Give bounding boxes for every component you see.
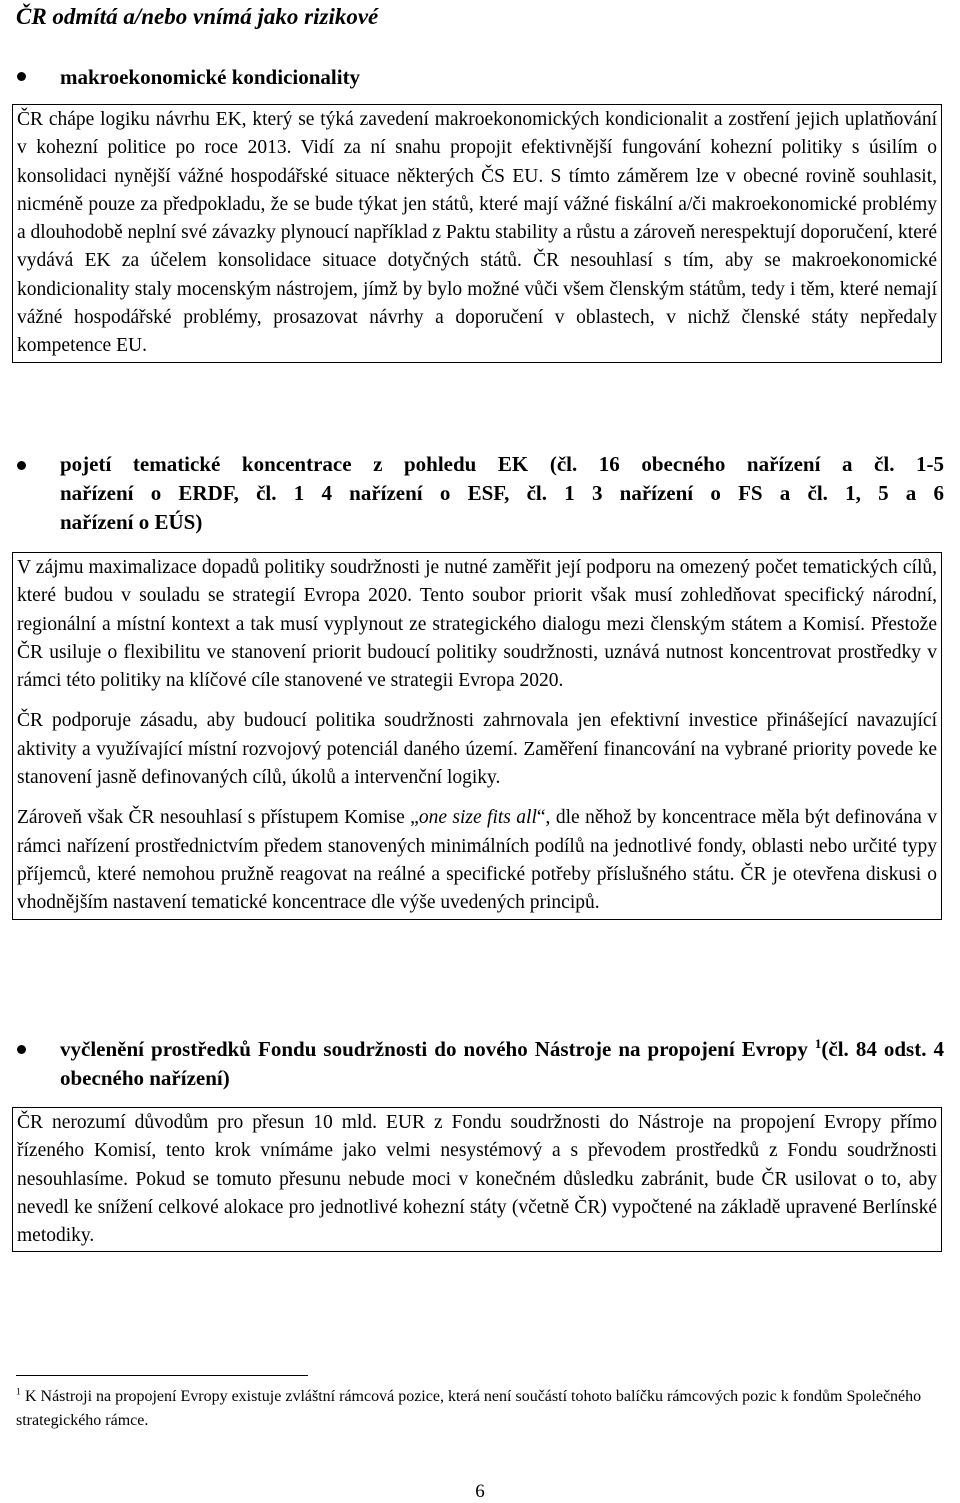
- section-3-box: [12, 1107, 942, 1252]
- section-2-paragraph-1: V zájmu maximalizace dopadů politiky soudržnosti je nutné zaměřit její podporu na omezený počet tematických cílů, které budou v souladu se strategií Evropa 2020. Tento soubor priorit však musí zohledňovat specifický národní, regionální a místní kontext a tak musí vyplynout ze strategického dialogu mezi členským státem a Komisí. Přestože ČR usiluje o flexibilitu ve stanovení priorit budoucí politiky soudržnosti, uznává nutnost koncentrovat prostředky v rámci této politiky na klíčové cíle stanovené ve strategii Evropa 2020.: [17, 557, 937, 692]
- section-2-box: [12, 552, 942, 920]
- section-2-title-line-1: pojetí tematické koncentrace z pohledu EK (čl. 16 obecného nařízení a čl. 1-5: [60, 452, 944, 476]
- bullet-icon: [17, 461, 26, 470]
- section-2-title-line-2: nařízení o ERDF, čl. 1 4 nařízení o ESF, čl. 1 3 nařízení o FS a čl. 1, 5 a 6: [60, 481, 944, 505]
- section-3-title-text: vyčlenění prostředků Fondu soudržnosti do nového Nástroje na propojení Evropy: [60, 1037, 815, 1061]
- bullet-icon: [17, 1045, 26, 1054]
- footnote-divider: [16, 1375, 308, 1376]
- section-2-title-line-3: nařízení o EÚS): [60, 510, 203, 534]
- text-run: “, dle něhož by koncentrace měla být definována v rámci nařízení prostřednictvím předem stanovených minimálních podílů na jednotlivé fondy, oblasti nebo určité typy příjemců, které nemohou pružně reagovat na reálné a specifické potřeby příslušného státu. ČR je otevřena diskusi o vhodnějším nastavení tematické koncentrace dle výše uvedených principů.: [17, 807, 937, 914]
- footnote-ref[interactable]: 1: [814, 1036, 822, 1051]
- bullet-icon: [17, 72, 26, 81]
- section-2-paragraph-2: ČR podporuje zásadu, aby budoucí politika soudržnosti zahrnovala jen efektivní investice přinášející navazující aktivity a využívající místní rozvojový potenciál daného území. Zaměření financování na vybrané priority povede ke stanovení jasně definovaných cílů, úkolů a intervenční logiky.: [17, 710, 937, 789]
- section-2-title: [60, 450, 944, 537]
- section-1-paragraph: ČR chápe logiku návrhu EK, který se týká zavedení makroekonomických kondicionalit a zostření jejich uplatňování v kohezní politice po roce 2013. Vidí za ní snahu propojit efektivnější fungování kohezní politiky s úsilím o konsolidaci nynější vážné hospodářské situace některých ČS EU. S tímto záměrem lze v obecné rovině souhlasit, nicméně pouze za předpokladu, že se bude týkat jen států, které mají vážné fiskální a/či makroekonomické problémy a dlouhodobě neplní své závazky plynoucí například z Paktu stability a růstu a zároveň nerespektují doporučení, které vydává EK za účelem konsolidace situace dotyčných států. ČR nesouhlasí s tím, aby se makroekonomické kondicionality staly mocenským nástrojem, jímž by bylo možné vůči všem členským státům, tedy i těm, které nemají vážné hospodářské problémy, prosazovat návrhy a doporučení v oblastech, v nichž členské státy nepředaly kompetence EU.: [17, 109, 938, 357]
- page-heading: ČR odmítá a/nebo vnímá jako rizikové: [16, 4, 379, 29]
- section-1-box: [12, 104, 942, 363]
- section-3-title-text-2: (čl. 84 odst. 4 obecného nařízení): [60, 1037, 944, 1090]
- section-2-paragraph-3: [17, 804, 937, 917]
- footnote-number: 1: [16, 1386, 21, 1398]
- text-run: Zároveň však ČR nesouhlasí s přístupem Komise „: [17, 807, 419, 829]
- section-3-title: [60, 1035, 944, 1093]
- footnote: [16, 1385, 946, 1433]
- section-1-title: makroekonomické kondicionality: [60, 65, 361, 89]
- page-number: 6: [475, 1481, 485, 1502]
- footnote-text: K Nástroji na propojení Evropy existuje zvláštní rámcová pozice, která není součástí tohoto balíčku rámcových pozic k fondům Společného strategického rámce.: [16, 1388, 922, 1429]
- section-3-paragraph: ČR nerozumí důvodům pro přesun 10 mld. EUR z Fondu soudržnosti do Nástroje na propojení Evropy přímo řízeného Komisí, tento krok vnímáme jako velmi nesystémový a s převodem prostředků z Fondu soudržnosti nesouhlasíme. Pokud se tomuto přesunu nebude moci v konečném důsledku zabránit, bude ČR usilovat o to, aby nevedl ke snížení celkové alokace pro jednotlivé kohezní státy (včetně ČR) vypočtené na základě upravené Berlínské metodiky.: [17, 1112, 937, 1247]
- italic-phrase: one size fits all: [418, 807, 537, 829]
